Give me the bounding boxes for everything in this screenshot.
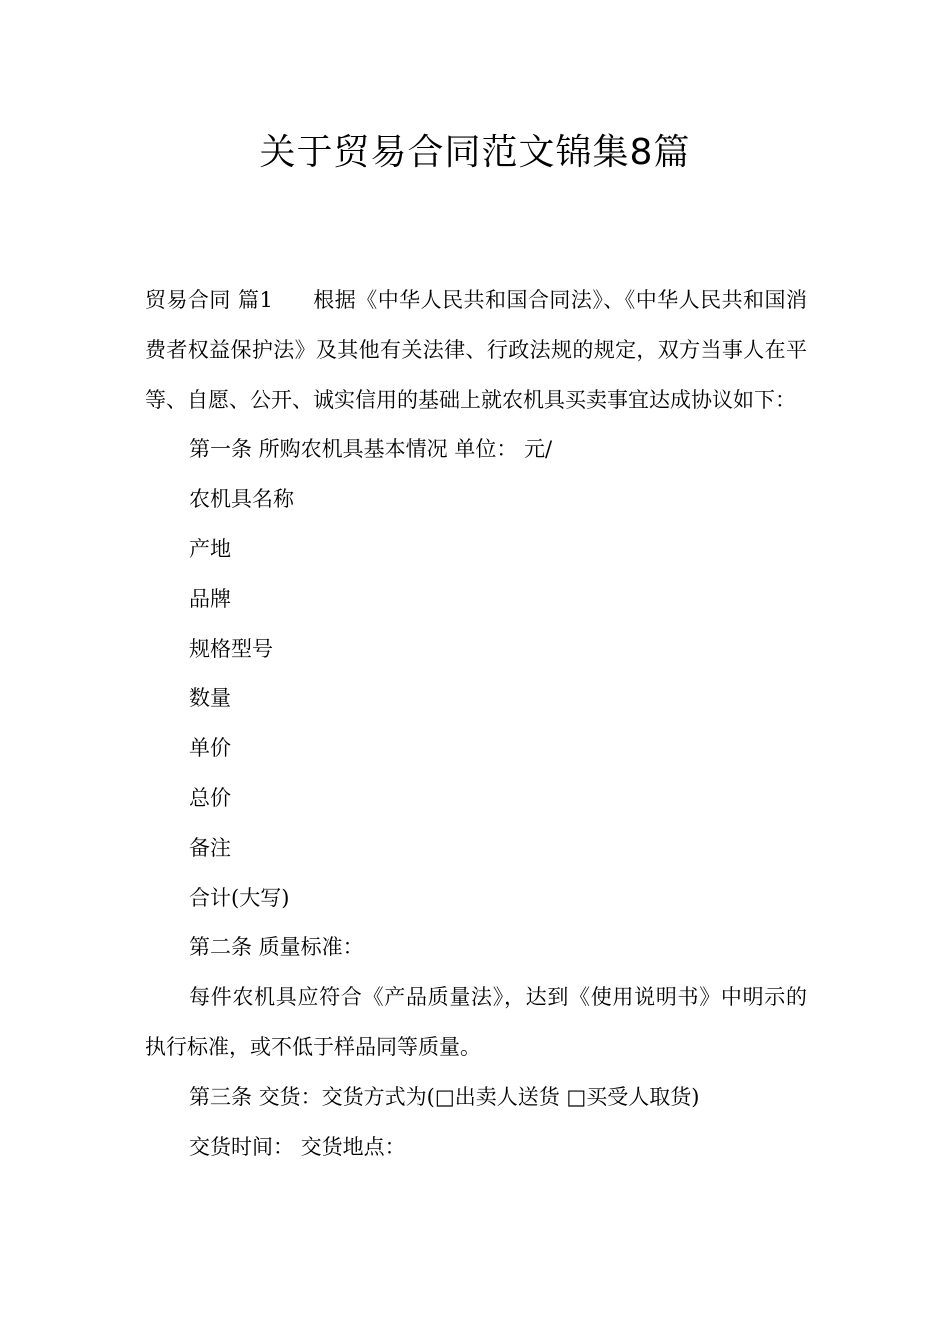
document-body [145, 276, 807, 1172]
field-remarks: 备注 [189, 835, 231, 860]
clause-1-heading: 第一条 所购农机具基本情况 单位： 元/ [189, 437, 553, 462]
field-origin: 产地 [189, 536, 231, 561]
intro-paragraph [145, 276, 807, 425]
intro-text: 根据《中华人民共和国合同法》、《中华人民共和国消费者权益保护法》及其他有关法律、行政法规的规定，双方当事人在平等、自愿、公开、诚实信用的基础上就农机具买卖事宜达成协议如下： [145, 288, 807, 412]
clause-3-heading: 第三条 交货：交货方式为(□出卖人送货 □买受人取货) [189, 1084, 700, 1109]
clause-2-paragraph: 每件农机具应符合《产品质量法》，达到《使用说明书》中明示的执行标准，或不低于样品同等质量。 [145, 985, 807, 1059]
field-machine-name: 农机具名称 [189, 487, 294, 512]
field-quantity: 数量 [189, 686, 231, 711]
section-label: 贸易合同 篇1 [145, 288, 273, 312]
field-total-price: 总价 [189, 785, 231, 810]
delivery-time-place: 交货时间： 交货地点： [189, 1134, 406, 1159]
field-model: 规格型号 [189, 636, 273, 661]
document-title: 关于贸易合同范文锦集8篇 [259, 132, 691, 173]
clause-2-heading: 第二条 质量标准： [189, 935, 364, 960]
field-brand: 品牌 [189, 586, 231, 611]
field-total-capital: 合计(大写) [189, 885, 290, 910]
field-unit-price: 单价 [189, 736, 231, 761]
